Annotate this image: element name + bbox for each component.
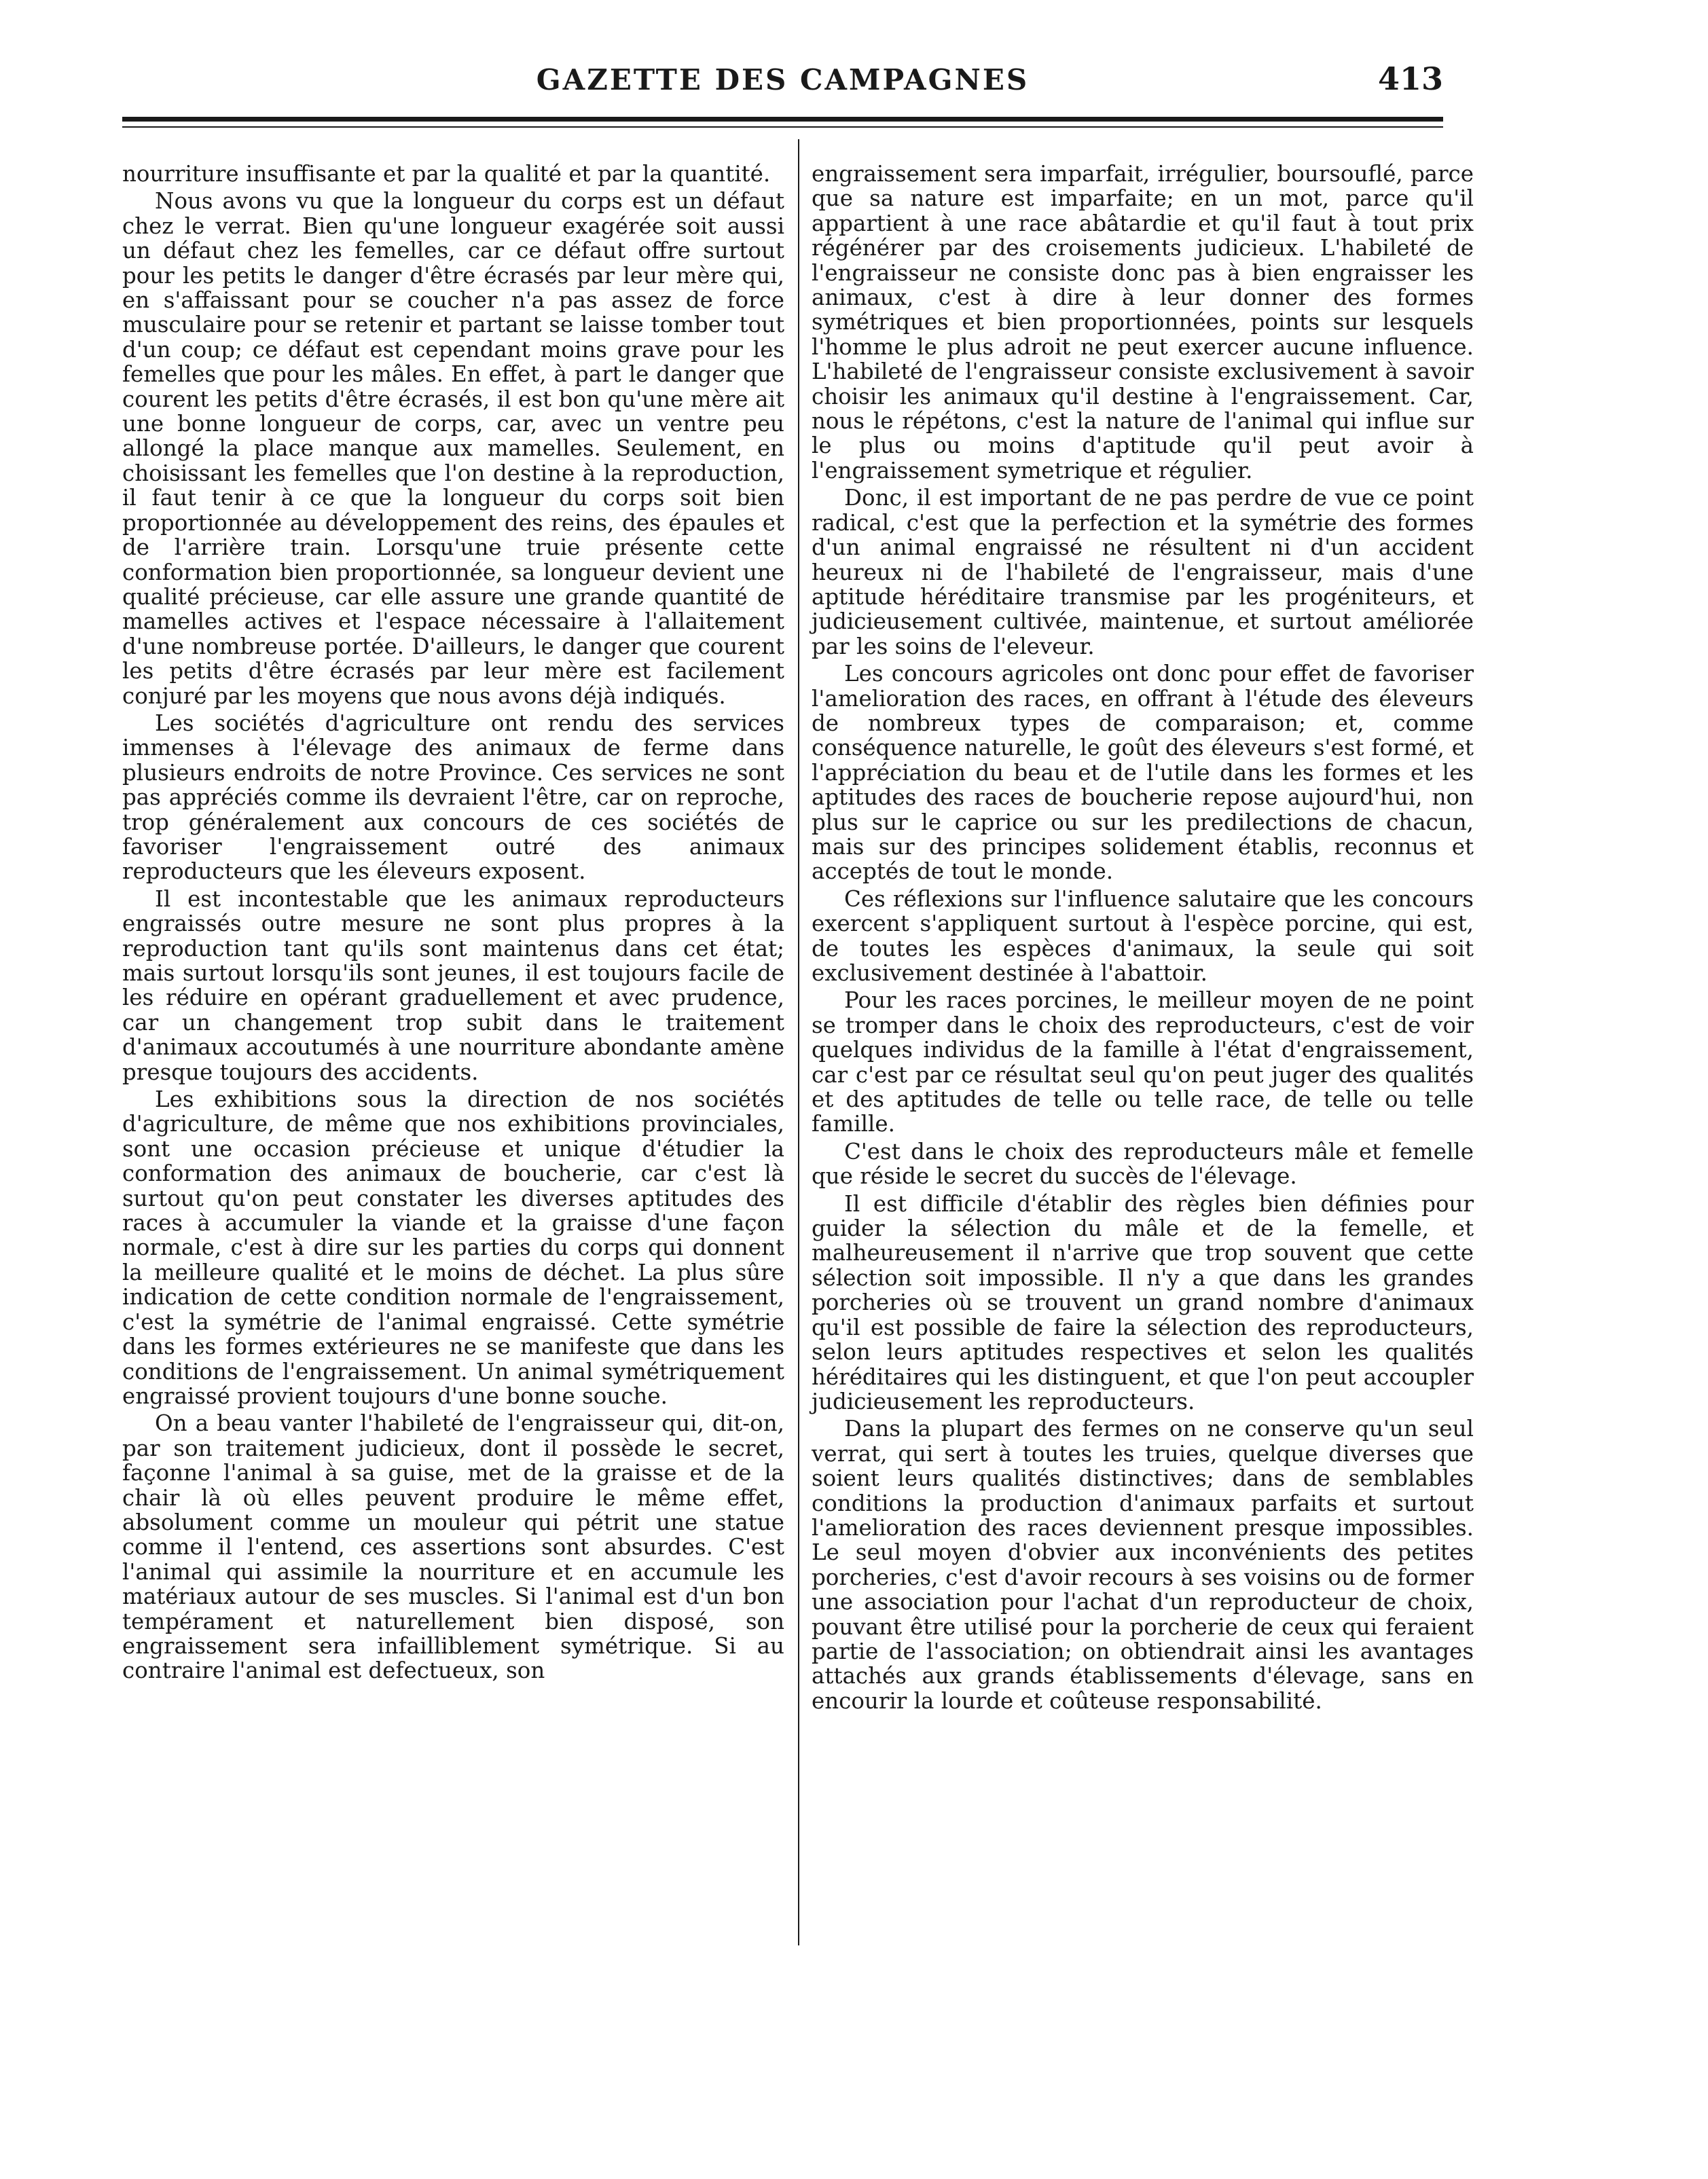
paragraph: On a beau vanter l'habileté de l'engraisseur qui, dit-on, par son traitement judicieux, dont il possède le secret, façonne l'animal à sa guise, met de la graisse et de la chair là où elles peuvent produire le même effet, absolument comme un mouleur qui pétrit une statue comme il l'entend, ces assertions sont absurdes. C'est l'animal qui assimile la nourriture et en accumule les matériaux autour de ses muscles. Si l'animal est d'un bon tempérament et naturellement bien disposé, son engraissement sera infailliblement symétrique. Si au contraire l'animal est defectueux, son	[122, 1410, 784, 1684]
paragraph: Les concours agricoles ont donc pour effet de favoriser l'amelioration des races, en offrant à l'étude des éleveurs de nombreux types de comparaison; et, comme conséquence naturelle, le goût des éleveurs s'est formé, et l'appréciation du beau et de l'utile dans les formes et les aptitudes des races de boucherie repose aujourd'hui, non plus sur le caprice ou sur les predilections de chacun, mais sur des principes solidement établis, reconnus et acceptés de tout le monde.	[812, 661, 1474, 885]
paragraph: Il est incontestable que les animaux reproducteurs engraissés outre mesure ne sont plus propres à la reproduction tant qu'ils sont maintenus dans cet état; mais surtout lorsqu'ils sont jeunes, il est toujours facile de les réduire en opérant graduellement et avec prudence, car un changement trop subit dans le traitement d'animaux accoutumés à une nourriture abondante amène presque toujours des accidents.	[122, 885, 784, 1085]
paragraph: Les sociétés d'agriculture ont rendu des services immenses à l'élevage des animaux de ferme dans plusieurs endroits de notre Province. Ces services ne sont pas appréciés comme ils devraient l'être, car on reproche, trop généralement aux concours de ces sociétés de favoriser l'engraissement outré des animaux reproducteurs que les éleveurs exposent.	[122, 710, 784, 885]
paragraph: Pour les races porcines, le meilleur moyen de ne point se tromper dans le choix des reproducteurs, c'est de voir quelques individus de la famille à l'état d'engraissement, car c'est par ce résultat seul qu'on peut juger des qualités et des aptitudes de telle ou telle race, de telle ou telle famille.	[812, 987, 1474, 1137]
paragraph: Ces réflexions sur l'influence salutaire que les concours exercent s'appliquent surtout à l'espèce porcine, qui est, de toutes les espèces d'animaux, la seule qui soit exclusivement destinée à l'abattoir.	[812, 885, 1474, 986]
paragraph: C'est dans le choix des reproducteurs mâle et femelle que réside le secret du succès de l'élevage.	[812, 1138, 1474, 1190]
paragraph: Il est difficile d'établir des règles bien définies pour guider la sélection du mâle et de la femelle, et malheureusement il n'arrive que trop souvent que cette sélection soit impossible. Il n'y a que dans les grandes porcheries où se trouvent un grand nombre d'animaux qu'il est possible de faire la sélection des reproducteurs, selon leurs aptitudes respectives et selon les qualités héréditaires qui les distinguent, et que l'on peut accoupler judicieusement les reproducteurs.	[812, 1190, 1474, 1414]
page-number: 413	[1377, 60, 1443, 97]
paragraph: nourriture insuffisante et par la qualité et par la quantité.	[122, 161, 771, 187]
paragraph: Nous avons vu que la longueur du corps est un défaut chez le verrat. Bien qu'une longueur exagérée soit aussi un défaut chez les femelles, car ce défaut offre surtout pour les petits le danger d'être écrasés par leur mère qui, en s'affaissant pour se coucher n'a pas assez de force musculaire pour se retenir et partant se laisse tomber tout d'un coup; ce défaut est cependant moins grave pour les femelles que pour les mâles. En effet, à part le danger que courent les petits d'être écrasés, il est bon qu'une mère ait une bonne longueur de corps, car, avec un ventre peu allongé la place manque aux mamelles. Seulement, en choisissant les femelles que l'on destine à la reproduction, il faut tenir à ce que la longueur du corps soit bien proportionnée au développement des reins, des épaules et de l'arrière train. Lorsqu'une truie présente cette conformation bien proportionnée, sa longueur devient une qualité précieuse, car elle assure une grande quantité de mamelles actives et l'espace nécessaire à l'allaitement d'une nombreuse portée. D'ailleurs, le danger que courent les petits d'être écrasés par leur mère est facilement conjuré par les moyens que nous avons déjà indiqués.	[122, 188, 784, 709]
paragraph: Les exhibitions sous la direction de nos sociétés d'agriculture, de même que nos exhibitions provinciales, sont une occasion précieuse et unique d'étudier la conformation des animaux de boucherie, car c'est là surtout qu'on peut constater les diverses aptitudes des races à accumuler la viande et la graisse d'une façon normale, c'est à dire sur les parties du corps qui donnent la meilleure qualité et le moins de déchet. La plus sûre indication de cette condition normale de l'engraissement, c'est la symétrie de l'animal engraissé. Cette symétrie dans les formes extérieures ne se manifeste que dans les conditions de l'engraissement. Un animal symétriquement engraissé provient toujours d'une bonne souche.	[122, 1086, 784, 1409]
page-title: GAZETTE DES CAMPAGNES	[536, 63, 1030, 96]
header-rule-thick	[122, 117, 1443, 122]
paragraph: Donc, il est important de ne pas perdre de vue ce point radical, c'est que la perfection et la symétrie des formes d'un animal engraissé ne résultent ni d'un accident heureux ni de l'habileté de l'engraisseur, mais d'une aptitude héréditaire transmise par les progéniteurs, et judicieusement cultivée, maintenue, et surtout améliorée par les soins de l'eleveur.	[812, 485, 1474, 659]
page-header	[122, 58, 1443, 112]
column-divider	[798, 139, 799, 1945]
left-column	[122, 162, 784, 1686]
paragraph: Dans la plupart des fermes on ne conserve qu'un seul verrat, qui sert à toutes les truies, quelque diverses que soient leurs qualités distinctives; dans de semblables conditions la production d'animaux parfaits et surtout l'amelioration des races deviennent presque impossibles. Le seul moyen d'obvier aux inconvénients des petites porcheries, c'est d'avoir recours à ses voisins ou de former une association pour l'achat d'un reproducteur de choix, pouvant être utilisé pour la porcherie de ceux qui feraient partie de l'association; on obtiendrait ainsi les avantages attachés aux grands établissements d'élevage, sans en encourir la lourde et coûteuse responsabilité.	[812, 1416, 1474, 1714]
header-rule-thin	[122, 126, 1443, 128]
right-column	[812, 162, 1474, 1716]
paragraph: engraissement sera imparfait, irrégulier, boursouflé, parce que sa nature est imparfaite; en un mot, parce qu'il appartient à une race abâtardie et qu'il faut à tout prix régénérer par des croisements judicieux. L'habileté de l'engraisseur ne consiste donc pas à bien engraisser les animaux, c'est à dire à leur donner des formes symétriques et bien proportionnées, points sur lesquels l'homme le plus adroit ne peut exercer aucune influence. L'habileté de l'engraisseur consiste exclusivement à savoir choisir les animaux qu'il destine à l'engraissement. Car, nous le répétons, c'est la nature de l'animal qui influe sur le plus ou moins d'aptitude qu'il peut avoir à l'engraissement symetrique et régulier.	[812, 161, 1474, 483]
